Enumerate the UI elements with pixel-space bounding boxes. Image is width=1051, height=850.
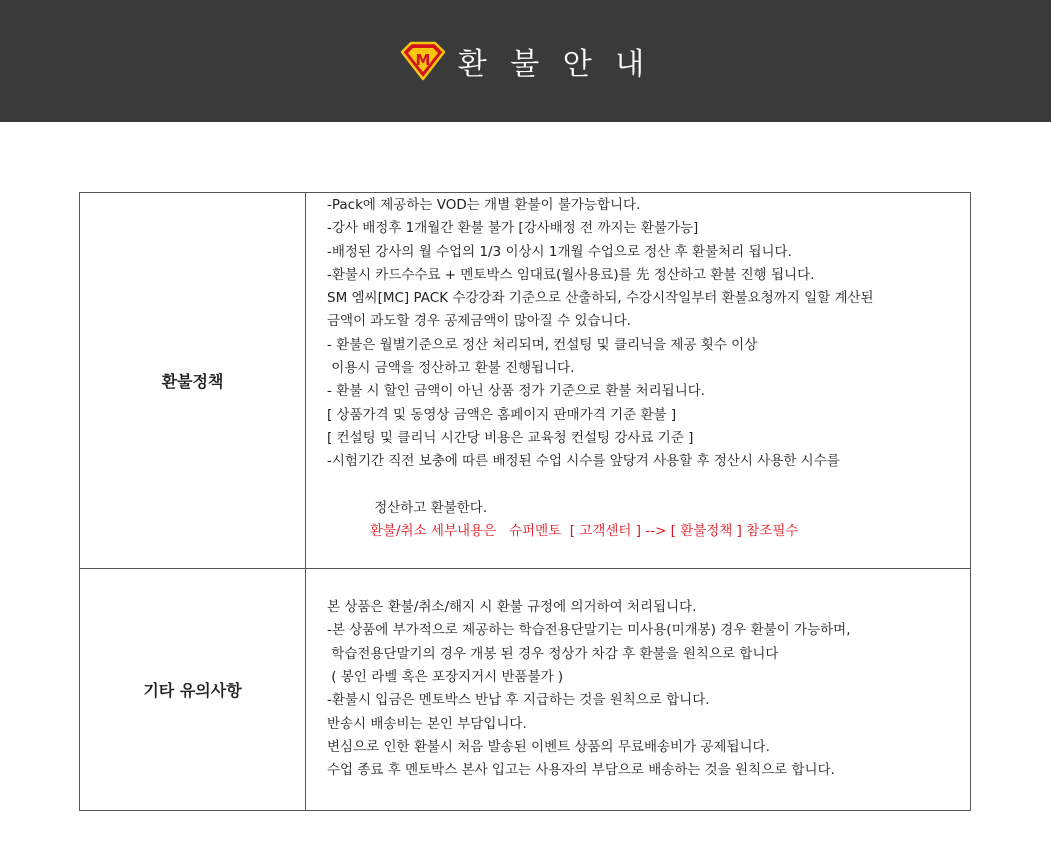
notice-line: 반송시 배송비는 본인 부담입니다. — [327, 715, 527, 732]
policy-line: [ 컨설팅 및 클리닉 시간당 비용은 교육청 컨설팅 강사료 기준 ] — [327, 429, 694, 446]
notice-line: 본 상품은 환불/취소/해지 시 환불 규정에 의거하여 처리됩니다. — [327, 599, 697, 616]
page-title: 환 불 안 내 — [457, 47, 652, 82]
refund-info-table — [79, 192, 971, 811]
policy-line: -환불시 카드수수료 + 멘토박스 임대료(월사용료)를 先 정산하고 환불 진행 됩니다. — [327, 266, 815, 283]
table-row-refund-policy — [80, 193, 971, 569]
notice-line: ( 봉인 라벨 혹은 포장지거시 반품불가 ) — [327, 668, 564, 685]
policy-line: - 환불은 월별기준으로 정산 처리되며, 컨설팅 및 클리닉을 제공 횟수 이상 — [327, 336, 758, 353]
section-content-other-notes — [306, 568, 971, 810]
refund-detail-note: 환불/취소 세부내용은 슈퍼멘토 [ 고객센터 ] --> [ 환불정책 ] 참조필수 — [369, 523, 799, 540]
policy-line: SM 엠씨[MC] PACK 수강강좌 기준으로 산출하되, 수강시작일부터 환불요청까지 일할 계산된 — [327, 290, 874, 307]
logo-letter: M — [415, 51, 431, 69]
page-header — [0, 0, 1051, 122]
notice-line: 학습전용단말기의 경우 개봉 된 경우 정상가 차감 후 환불을 원칙으로 합니다 — [327, 645, 779, 662]
policy-line: -Pack에 제공하는 VOD는 개별 환불이 불가능합니다. — [327, 197, 641, 213]
notice-line: -환불시 입금은 멘토박스 반납 후 지급하는 것을 원칙으로 합니다. — [327, 692, 710, 709]
section-content-refund-policy — [306, 193, 971, 569]
superhero-shield-logo-icon — [400, 41, 446, 81]
notice-line: 수업 종료 후 멘토박스 본사 입고는 사용자의 부담으로 배송하는 것을 원칙으로 합니다. — [327, 762, 835, 779]
policy-line-with-note — [327, 474, 969, 567]
header-title-group — [400, 39, 652, 83]
policy-line: 정산하고 환불한다. — [369, 499, 488, 516]
notice-line: -본 상품에 부가적으로 제공하는 학습전용단말기는 미사용(미개봉) 경우 환불이 가능하며, — [327, 622, 851, 639]
policy-line: -강사 배정후 1개월간 환불 불가 [강사배정 전 까지는 환불가능] — [327, 220, 699, 237]
table-row-other-notes — [80, 568, 971, 810]
policy-line: 금액이 과도할 경우 공제금액이 많아질 수 있습니다. — [327, 313, 631, 330]
policy-line: 이용시 금액을 정산하고 환불 진행됩니다. — [327, 360, 575, 377]
policy-line: -배정된 강사의 월 수업의 1/3 이상시 1개월 수업으로 정산 후 환불처리 됩니다. — [327, 243, 792, 260]
policy-line: - 환불 시 할인 금액이 아닌 상품 정가 기준으로 환불 처리됩니다. — [327, 383, 706, 400]
policy-line: [ 상품가격 및 동영상 금액은 홈페이지 판매가격 기준 환불 ] — [327, 406, 677, 423]
policy-line: -시험기간 직전 보충에 따른 배정된 수업 시수를 앞당겨 사용할 후 정산시 사용한 시수를 — [327, 453, 840, 470]
section-label-refund-policy: 환불정책 — [80, 193, 306, 569]
section-label-other-notes: 기타 유의사항 — [80, 568, 306, 810]
notice-line: 변심으로 인한 환불시 처음 발송된 이벤트 상품의 무료배송비가 공제됩니다. — [327, 738, 770, 755]
